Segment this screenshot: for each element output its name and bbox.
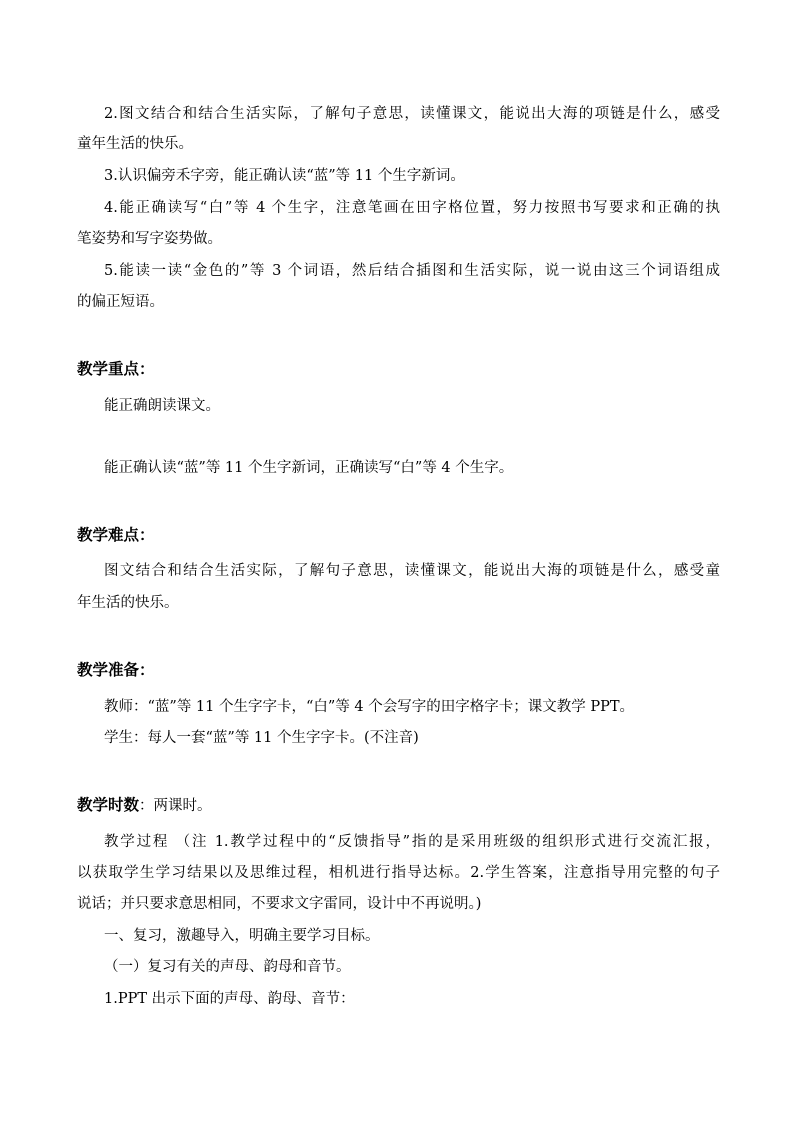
process-line-1: 教学过程 （注 1.教学过程中的“反馈指导”指的是采用班级的组织形式进行交流汇报， <box>104 834 720 850</box>
difficulties-line-2: 年生活的快乐。 <box>77 595 179 611</box>
teaching-hours <box>77 795 212 816</box>
objective-5-line-1: 5.能读一读“金色的”等 3 个词语，然后结合插图和生活实际，说一说由这三个词语组成 <box>104 263 720 279</box>
preparation-student: 学生：每人一套“蓝”等 11 个生字字卡。(不注音) <box>104 730 419 746</box>
objective-4-line-1: 4.能正确读写“白”等 4 个生字，注意笔画在田字格位置，努力按照书写要求和正确的执 <box>104 200 720 216</box>
teaching-hours-heading: 教学时数 <box>77 795 140 814</box>
key-points-heading: 教学重点： <box>77 359 155 378</box>
process-line-3: 说话；并只要求意思相同，不要求文字雷同，设计中不再说明。) <box>77 896 482 912</box>
objective-5-line-2: 的偏正短语。 <box>77 294 164 310</box>
process-step-1-sub: （一）复习有关的声母、韵母和音节。 <box>104 959 351 975</box>
process-line-2: 以获取学生学习结果以及思维过程，相机进行指导达标。2.学生答案，注意指导用完整的句子 <box>77 865 720 881</box>
objective-4-line-2: 笔姿势和写字姿势做。 <box>77 231 222 247</box>
process-step-1-item-1: 1.PPT 出示下面的声母、韵母、音节： <box>104 991 355 1007</box>
process-step-1: 一、复习，激趣导入，明确主要学习目标。 <box>104 928 380 944</box>
objective-3: 3.认识偏旁禾字旁，能正确认读“蓝”等 11 个生字新词。 <box>104 168 465 184</box>
objective-2-line-2: 童年生活的快乐。 <box>77 136 193 152</box>
key-points-paragraph-2: 能正确认读“蓝”等 11 个生字新词，正确读写“白”等 4 个生字。 <box>104 460 514 476</box>
objective-2-line-1: 2.图文结合和结合生活实际，了解句子意思，读懂课文，能说出大海的项链是什么，感受 <box>104 106 720 122</box>
preparation-heading: 教学准备： <box>77 660 155 679</box>
preparation-teacher: 教师：“蓝”等 11 个生字字卡，“白”等 4 个会写字的田字格字卡；课文教学 PPT。 <box>104 699 635 715</box>
teaching-hours-value: ：两课时。 <box>139 798 212 814</box>
difficulties-line-1: 图文结合和结合生活实际，了解句子意思，读懂课文，能说出大海的项链是什么，感受童 <box>104 563 720 579</box>
difficulties-heading: 教学难点： <box>77 525 155 544</box>
key-points-paragraph-1: 能正确朗读课文。 <box>104 398 220 414</box>
